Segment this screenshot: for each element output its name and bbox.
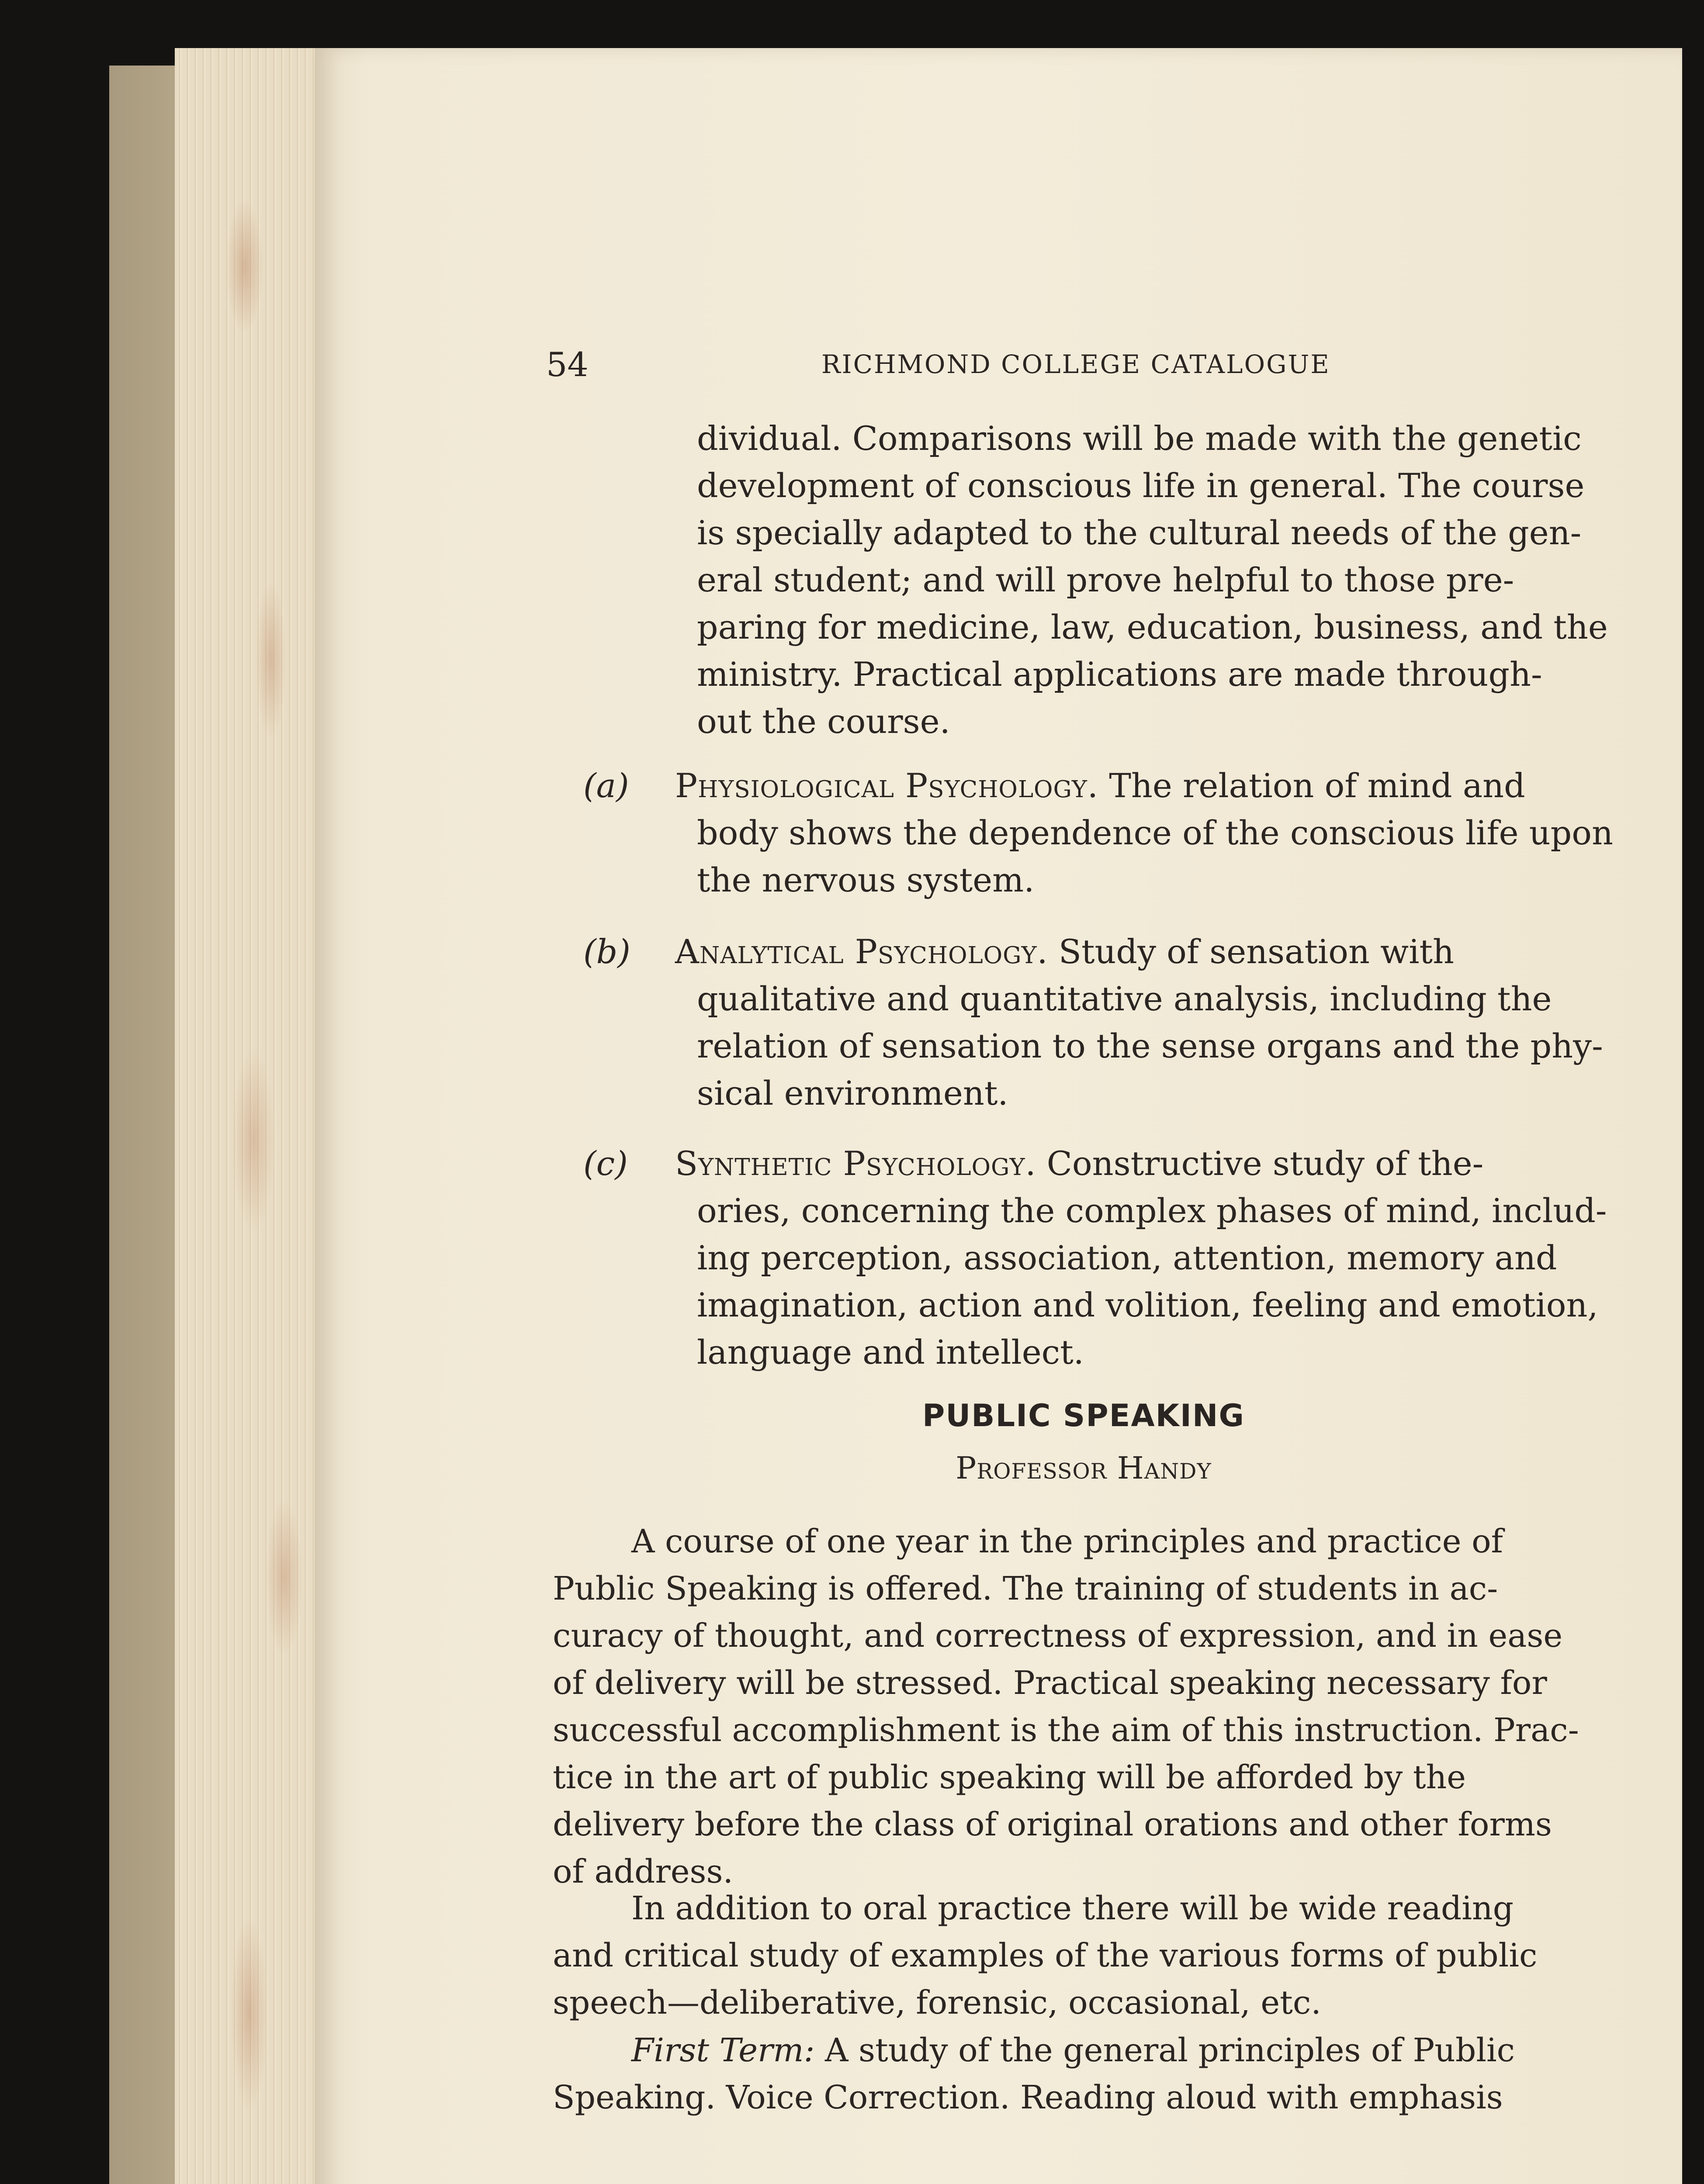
item-label: (c) — [583, 1144, 628, 1183]
text-line: eral student; and will prove helpful to those pre- — [697, 560, 1514, 599]
text-line: speech—deliberative, forensic, occasional, etc. — [553, 1984, 1321, 2022]
paragraph-first-term — [553, 2027, 1515, 2121]
item-first-line: Study of sensation with — [1048, 932, 1455, 971]
text-line: is specially adapted to the cultural needs of the gen- — [697, 513, 1582, 552]
page-stack-edge — [175, 48, 319, 2184]
text-line: sical environment. — [697, 1074, 1008, 1113]
text-line: In addition to oral practice there will be wide reading — [631, 1890, 1514, 1927]
item-title: Analytical Psychology. — [675, 932, 1048, 971]
text-line: body shows the dependence of the conscious life upon — [697, 813, 1614, 852]
text-line: imagination, action and volition, feeling and emotion, — [697, 1286, 1598, 1324]
text-line: successful accomplishment is the aim of this instruction. Prac- — [553, 1711, 1579, 1749]
text-line: language and intellect. — [697, 1333, 1084, 1372]
term-label: First Term: — [631, 2032, 815, 2069]
item-label: (a) — [583, 766, 629, 805]
text-line: ing perception, association, attention, memory and — [697, 1238, 1557, 1277]
text-line: of address. — [553, 1853, 733, 1890]
text-line: Public Speaking is offered. The training of students in ac- — [553, 1570, 1498, 1607]
text-line: delivery before the class of original orations and other forms — [553, 1806, 1552, 1843]
text-line: Speaking. Voice Correction. Reading aloud with emphasis — [553, 2079, 1503, 2116]
item-body — [675, 1140, 1607, 1376]
item-first-line: Constructive study of the- — [1036, 1144, 1484, 1183]
page-number: 54 — [546, 345, 589, 384]
text-line: development of conscious life in general. The course — [697, 466, 1585, 505]
intro-paragraph — [697, 415, 1608, 745]
section-title: PUBLIC SPEAKING — [922, 1398, 1245, 1434]
item-title: Physiological Psychology. — [675, 766, 1099, 805]
paragraph-course-description — [553, 1518, 1579, 1895]
text-line: curacy of thought, and correctness of expression, and in ease — [553, 1617, 1563, 1655]
section-subtitle: Professor Handy — [956, 1450, 1212, 1486]
item-body — [675, 762, 1613, 904]
text-line: relation of sensation to the sense organs and the phy- — [697, 1026, 1603, 1065]
text-line: and critical study of examples of the various forms of public — [553, 1937, 1538, 1974]
item-body — [675, 928, 1603, 1117]
text-line: of delivery will be stressed. Practical speaking necessary for — [553, 1664, 1547, 1702]
text-line: the nervous system. — [697, 860, 1035, 899]
text-line: paring for medicine, law, education, business, and the — [697, 608, 1608, 646]
text-line: dividual. Comparisons will be made with the genetic — [697, 419, 1582, 458]
item-first-line: The relation of mind and — [1098, 766, 1525, 805]
paragraph-oral-practice — [553, 1885, 1537, 2026]
text-line: ories, concerning the complex phases of mind, includ- — [697, 1191, 1607, 1230]
text-line: qualitative and quantitative analysis, including the — [697, 979, 1552, 1018]
text-line: out the course. — [697, 702, 950, 741]
text-line: ministry. Practical applications are made through- — [697, 655, 1542, 694]
item-label: (b) — [583, 932, 630, 971]
item-title: Synthetic Psychology. — [675, 1144, 1036, 1183]
text-line: A course of one year in the principles and practice of — [631, 1523, 1503, 1560]
running-head: RICHMOND COLLEGE CATALOGUE — [821, 349, 1330, 379]
text-line: tice in the art of public speaking will be afforded by the — [553, 1759, 1466, 1796]
text-line: A study of the general principles of Public — [814, 2032, 1515, 2069]
